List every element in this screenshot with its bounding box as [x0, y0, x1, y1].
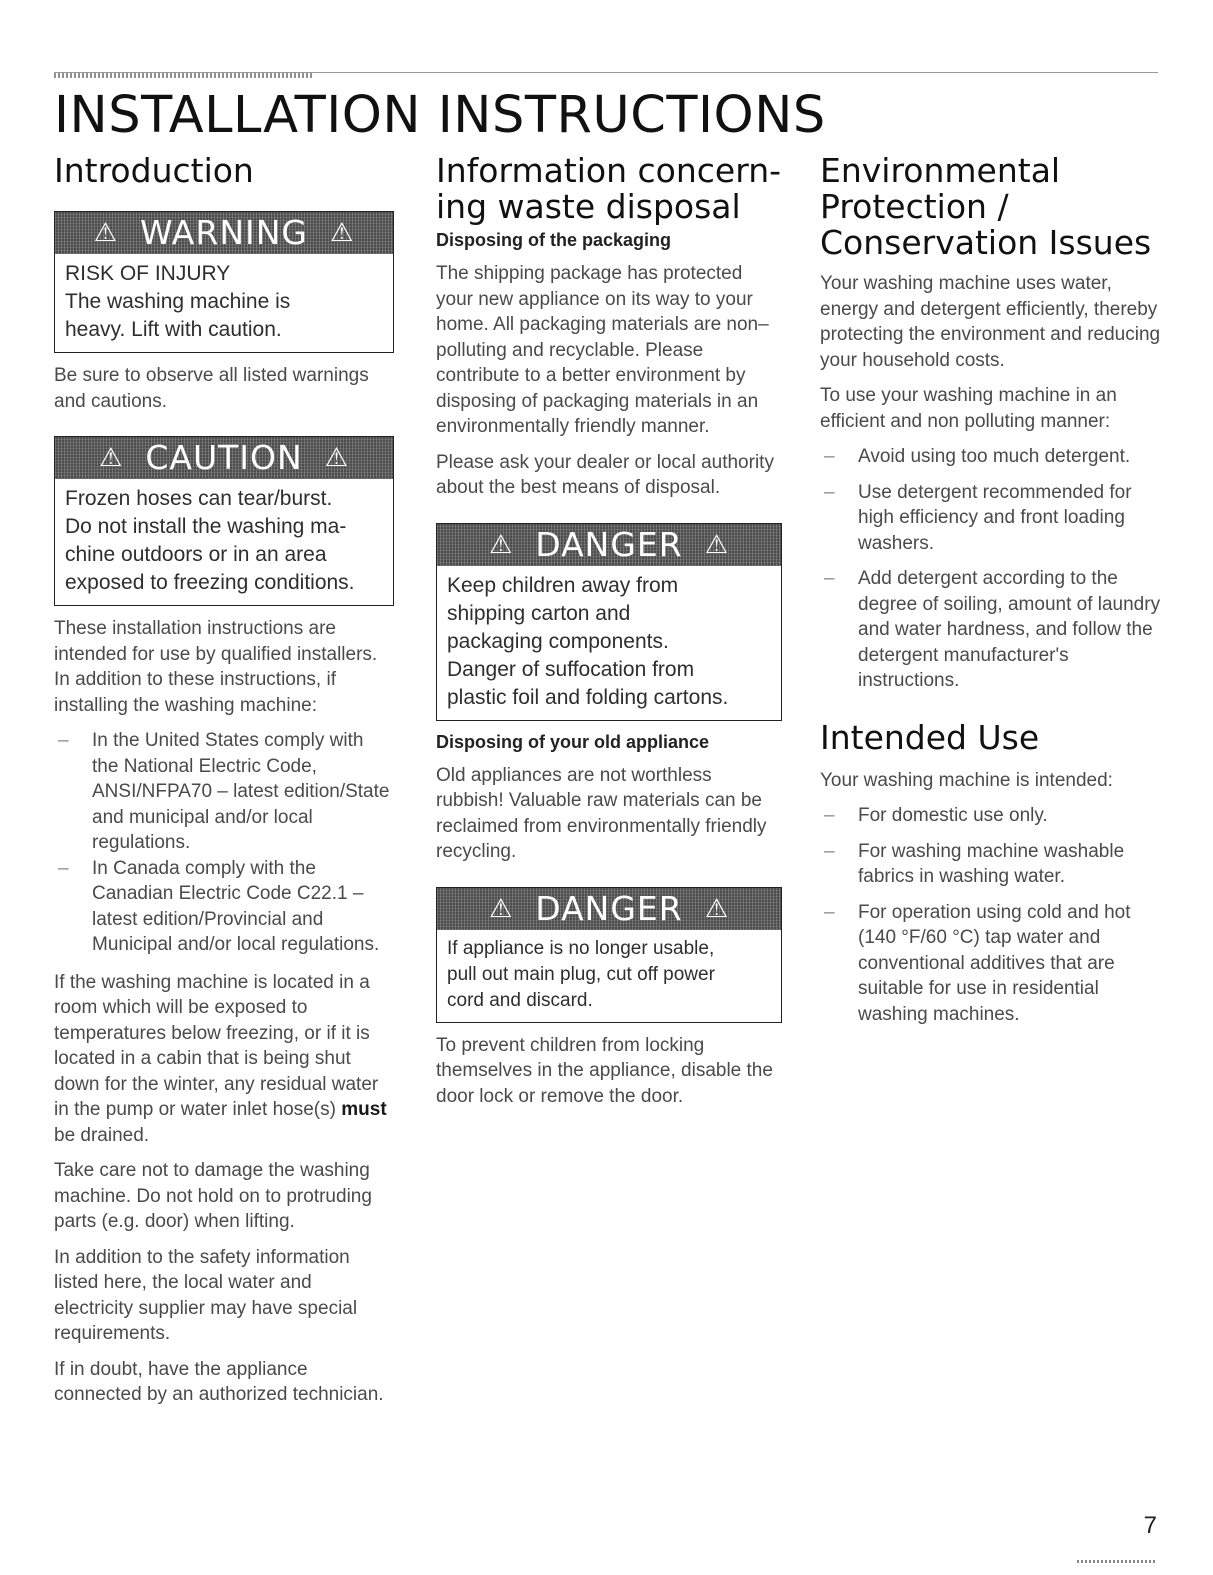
old-appliance-text: Old appliances are not worthless rubbish! Valuable raw materials can be reclaimed from environmentally friendly recycling. — [436, 764, 767, 862]
warning-triangle-icon: ⚠ — [99, 443, 124, 473]
danger-box-children — [436, 523, 782, 721]
observe-text: Be sure to observe all listed warnings and cautions. — [54, 365, 369, 412]
caution-body — [55, 479, 393, 605]
top-rule-dots — [54, 73, 312, 78]
caution-label: CAUTION — [145, 438, 303, 477]
list-item: – Avoid using too much detergent. — [820, 444, 1165, 470]
dealer-text: Please ask your dealer or local authority about the best means of disposal. — [436, 451, 774, 498]
danger-line: Danger of suffocation from — [447, 657, 695, 681]
care-text: Take care not to damage the washing machine. Do not hold on to protruding parts (e.g. door) when lifting. — [54, 1160, 372, 1232]
warning-triangle-icon: ⚠ — [488, 529, 514, 560]
warning-triangle-icon: ⚠ — [324, 443, 349, 473]
caution-box — [54, 436, 394, 606]
old-appliance-subheading: Disposing of your old appliance — [436, 731, 710, 752]
danger-line: If appliance is no longer usable, — [447, 937, 715, 959]
intro-text: These installation instructions are intended for use by qualified installers. In addition to these instructions, if installing the washing machine: — [54, 618, 378, 716]
packaging-subheading: Disposing of the packaging — [436, 230, 672, 250]
list-item: – For domestic use only. — [820, 803, 1165, 829]
danger-header — [437, 888, 781, 930]
warning-body — [55, 254, 393, 352]
warning-line: The washing machine is — [65, 290, 291, 313]
column-introduction — [54, 153, 394, 1418]
supplier-text: In addition to the safety information listed here, the local water and electricity supplier may have special requirements. — [54, 1246, 358, 1344]
list-item: – For operation using cold and hot (140 °F/60 °C) tap water and conventional additives that are suitable for use in residential washing machines. — [820, 900, 1165, 1028]
danger-line: packaging components. — [447, 629, 669, 653]
column-environment — [820, 153, 1165, 1037]
heading-line: ing waste disposal — [436, 187, 741, 226]
warning-triangle-icon: ⚠ — [93, 218, 118, 248]
warning-triangle-icon: ⚠ — [488, 893, 514, 924]
door-text: To prevent children from locking themselves in the appliance, disable the door lock or remove the door. — [436, 1034, 773, 1107]
efficient-use-text: To use your washing machine in an efficient and non polluting manner: — [820, 385, 1117, 432]
danger-line: pull out main plug, cut off power — [447, 963, 715, 985]
environment-text: Your washing machine uses water, energy and detergent efficiently, thereby protecting the environment and reducing your household costs. — [820, 273, 1161, 371]
danger-label: DANGER — [535, 888, 683, 928]
warning-box — [54, 211, 394, 353]
caution-line: Do not install the washing ma- — [65, 515, 347, 538]
freezing-text-b: be drained. — [54, 1124, 150, 1146]
warning-triangle-icon: ⚠ — [330, 218, 355, 248]
warning-header — [55, 212, 393, 254]
page-number: 7 — [1143, 1512, 1157, 1539]
list-item: – Use detergent recommended for high efficiency and front loading washers. — [820, 480, 1165, 557]
intended-use-heading: Intended Use — [820, 717, 1040, 757]
freezing-text-a: If the washing machine is located in a room which will be exposed to temperatures below freezing, or if it is located in a cabin that is being shut down for the winter, any residual water in the pump or water inlet hose(s) — [54, 971, 379, 1120]
introduction-heading: Introduction — [54, 151, 254, 190]
heading-line: Protection / — [820, 187, 1009, 226]
page-title: INSTALLATION INSTRUCTIONS — [54, 86, 826, 145]
warning-label: WARNING — [139, 213, 308, 252]
freezing-bold: must — [341, 1099, 387, 1120]
column-waste-disposal — [436, 153, 782, 1119]
intended-text: Your washing machine is intended: — [820, 769, 1113, 791]
danger-line: Keep children away from — [447, 573, 679, 597]
freezing-text — [54, 970, 394, 1149]
warning-line: heavy. Lift with caution. — [65, 318, 282, 341]
list-item: – Add detergent according to the degree of soiling, amount of laundry and water hardness, and follow the detergent manufacturer's instructions. — [820, 566, 1165, 694]
heading-line: Conservation Issues — [820, 223, 1152, 262]
bottom-dots — [1077, 1560, 1157, 1563]
warning-line: RISK OF INJURY — [65, 262, 231, 285]
danger-line: shipping carton and — [447, 601, 631, 625]
danger-line: plastic foil and folding cartons. — [447, 685, 729, 709]
caution-line: chine outdoors or in an area — [65, 543, 327, 566]
intended-use-list — [820, 803, 1165, 1027]
caution-line: Frozen hoses can tear/burst. — [65, 487, 333, 510]
list-item: – In Canada comply with the Canadian Electric Code C22.1 – latest edition/Provincial and Municipal and/or local regulations. — [54, 856, 394, 958]
warning-triangle-icon: ⚠ — [704, 893, 730, 924]
caution-header — [55, 437, 393, 479]
danger-label: DANGER — [535, 524, 683, 564]
danger-line: cord and discard. — [447, 989, 593, 1011]
environment-heading — [820, 153, 1165, 261]
waste-disposal-heading — [436, 153, 782, 225]
caution-line: exposed to freezing conditions. — [65, 571, 355, 594]
danger-body — [437, 566, 781, 720]
warning-triangle-icon: ⚠ — [704, 529, 730, 560]
heading-line: Environmental — [820, 151, 1061, 190]
danger-body — [437, 930, 781, 1022]
regulation-list — [54, 728, 394, 958]
list-item: – For washing machine washable fabrics in washing water. — [820, 839, 1165, 890]
heading-line: Information concern- — [436, 151, 782, 190]
doubt-text: If in doubt, have the appliance connected by an authorized technician. — [54, 1358, 384, 1405]
list-item: – In the United States comply with the National Electric Code, ANSI/NFPA70 – latest edition/State and municipal and/or local regulations. — [54, 728, 394, 856]
danger-header — [437, 524, 781, 566]
packaging-text: The shipping package has protected your new appliance on its way to your home. All packaging materials are non–polluting and recyclable. Please contribute to a better environment by disposing of packaging materials in an environmentally friendly manner. — [436, 263, 769, 437]
danger-box-discard — [436, 887, 782, 1023]
detergent-list — [820, 444, 1165, 694]
